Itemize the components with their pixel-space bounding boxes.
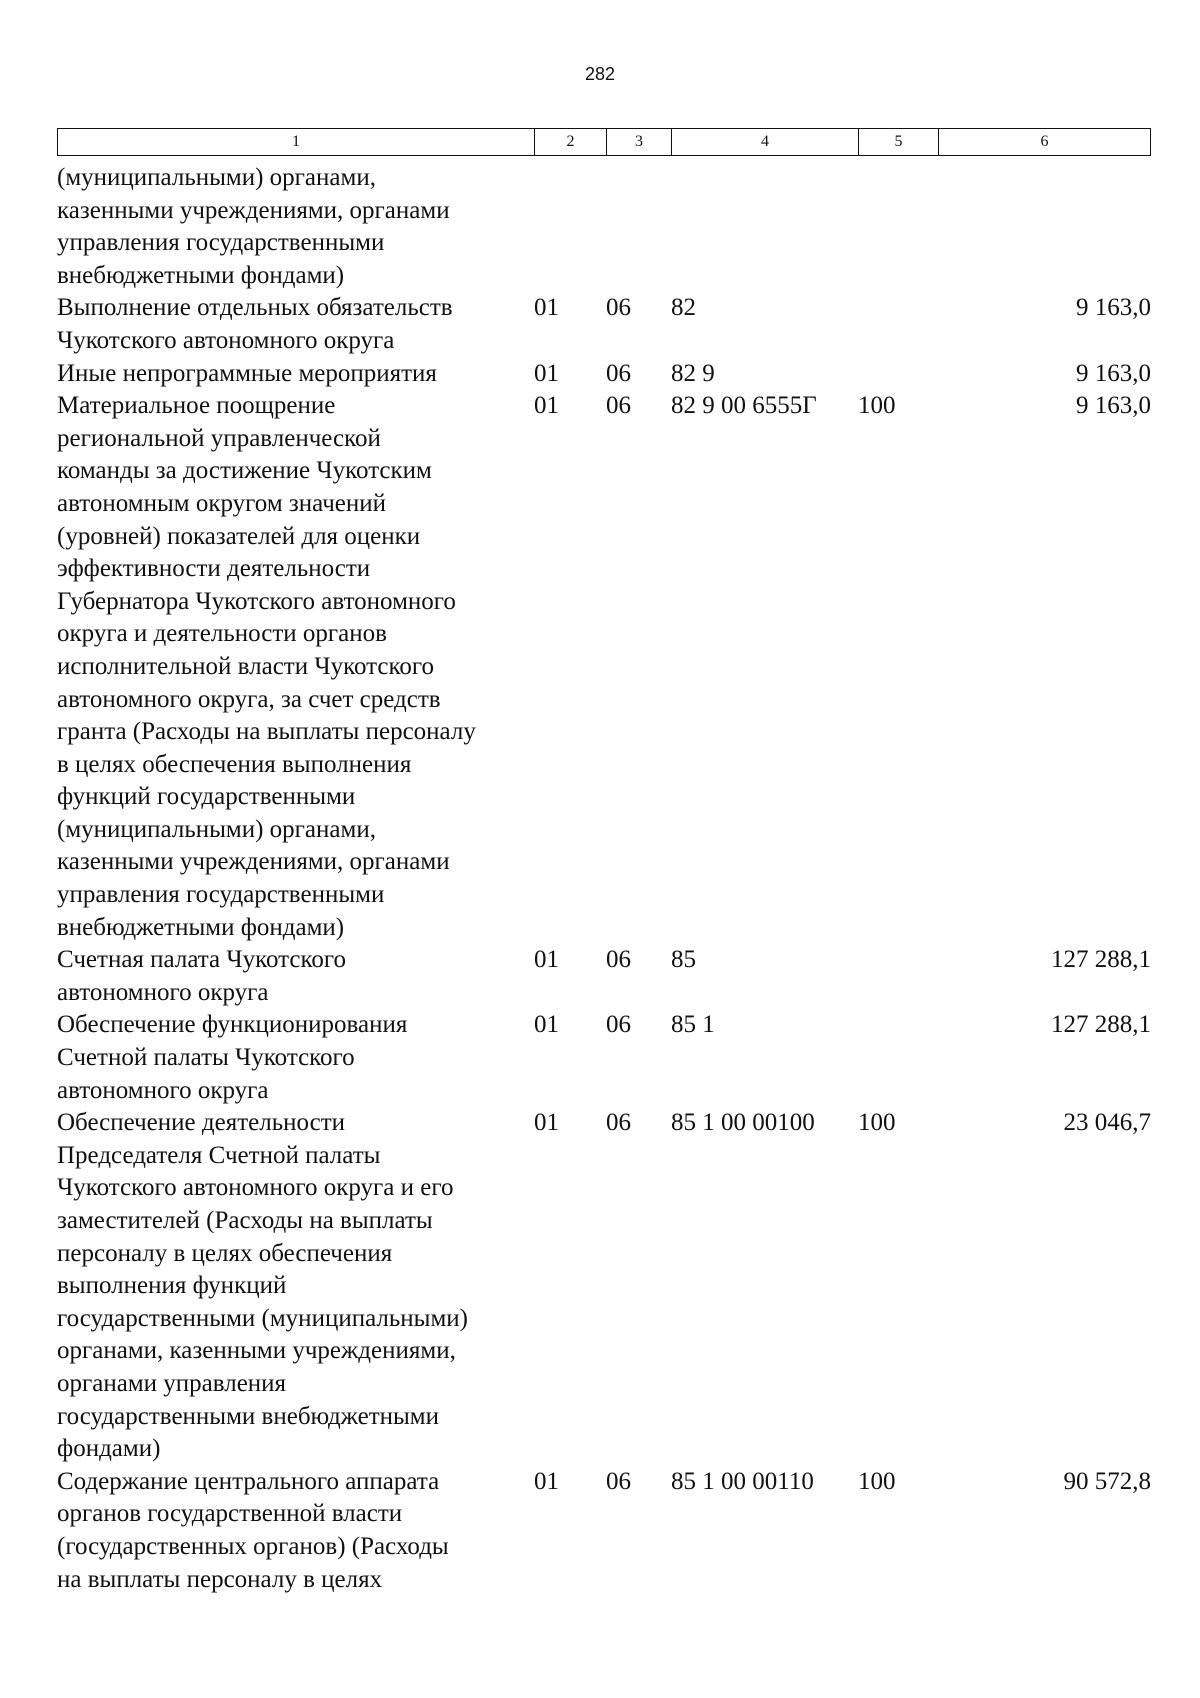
description-line: Чукотского автономного округа xyxy=(57,326,395,354)
row-description xyxy=(57,1009,537,1107)
header-col-3: 3 xyxy=(607,129,672,155)
row-description xyxy=(57,1466,537,1596)
target-article-code: 82 9 00 6555Г xyxy=(671,392,817,420)
table-row xyxy=(57,1009,1151,1107)
table-row xyxy=(57,162,1151,292)
table-row xyxy=(57,944,1151,1009)
description-line: органами управления xyxy=(57,1369,287,1397)
description-line: Счетная палата Чукотского xyxy=(57,946,346,974)
amount: 9 163,0 xyxy=(1076,294,1151,322)
subsection-code: 06 xyxy=(606,359,631,387)
description-line: Обеспечение деятельности xyxy=(57,1109,346,1137)
amount: 127 288,1 xyxy=(1051,1011,1151,1039)
section-code: 01 xyxy=(534,392,559,420)
header-col-4: 4 xyxy=(672,129,859,155)
description-line: управления государственными xyxy=(57,229,385,257)
row-description xyxy=(57,162,537,292)
header-col-5: 5 xyxy=(859,129,939,155)
description-line: эффективности деятельности xyxy=(57,555,371,583)
header-col-1: 1 xyxy=(58,129,535,155)
description-line: (уровней) показателей для оценки xyxy=(57,522,421,550)
description-line: Председателя Счетной палаты xyxy=(57,1141,381,1169)
description-line: функций государственными xyxy=(57,783,356,811)
header-col-2: 2 xyxy=(535,129,607,155)
description-line: управления государственными xyxy=(57,881,385,909)
description-line: внебюджетными фондами) xyxy=(57,913,345,941)
subsection-code: 06 xyxy=(606,1109,631,1137)
subsection-code: 06 xyxy=(606,946,631,974)
section-code: 01 xyxy=(534,359,559,387)
amount: 9 163,0 xyxy=(1076,359,1151,387)
target-article-code: 82 9 xyxy=(671,359,715,387)
table-row xyxy=(57,292,1151,357)
description-line: в целях обеспечения выполнения xyxy=(57,750,412,778)
description-line: Чукотского автономного округа и его xyxy=(57,1174,454,1202)
description-line: заместителей (Расходы на выплаты xyxy=(57,1207,433,1234)
description-line: автономным округом значений xyxy=(57,489,387,517)
description-line: (муниципальными) органами, xyxy=(57,815,376,843)
description-line: казенными учреждениями, органами xyxy=(57,196,450,224)
amount: 23 046,7 xyxy=(1063,1109,1151,1137)
table-row xyxy=(57,358,1151,391)
target-article-code: 85 1 xyxy=(671,1011,715,1039)
amount: 127 288,1 xyxy=(1051,946,1151,974)
description-line: гранта (Расходы на выплаты персоналу xyxy=(57,718,476,746)
table-row xyxy=(57,390,1151,944)
target-article-code: 82 xyxy=(671,294,696,322)
amount: 90 572,8 xyxy=(1063,1467,1151,1495)
description-line: органами, казенными учреждениями, xyxy=(57,1337,456,1365)
table-row xyxy=(57,1466,1151,1596)
row-description xyxy=(57,292,537,357)
header-col-6: 6 xyxy=(1040,133,1049,150)
table-body xyxy=(57,162,1151,1596)
description-line: (муниципальными) органами, xyxy=(57,164,376,191)
description-line: персоналу в целях обеспечения xyxy=(57,1239,393,1267)
section-code: 01 xyxy=(534,1467,559,1495)
row-description xyxy=(57,358,537,391)
amount: 9 163,0 xyxy=(1076,392,1151,420)
description-line: Губернатора Чукотского автономного xyxy=(57,587,456,615)
description-line: казенными учреждениями, органами xyxy=(57,848,450,876)
description-line: фондами) xyxy=(57,1435,161,1463)
description-line: Счетной палаты Чукотского xyxy=(57,1044,355,1072)
table-header xyxy=(57,128,1151,156)
description-line: округа и деятельности органов xyxy=(57,620,387,648)
table-row xyxy=(57,1107,1151,1466)
description-line: автономного округа xyxy=(57,1076,269,1104)
subsection-code: 06 xyxy=(606,392,631,420)
subsection-code: 06 xyxy=(606,1467,631,1495)
expense-type-code: 100 xyxy=(858,1109,896,1137)
section-code: 01 xyxy=(534,1109,559,1137)
description-line: выполнения функций xyxy=(57,1272,287,1300)
description-line: Материальное поощрение xyxy=(57,392,336,420)
section-code: 01 xyxy=(534,294,559,322)
description-line: внебюджетными фондами) xyxy=(57,261,345,289)
description-line: государственными (муниципальными) xyxy=(57,1304,468,1332)
target-article-code: 85 xyxy=(671,946,696,974)
row-description xyxy=(57,944,537,1009)
section-code: 01 xyxy=(534,1011,559,1039)
description-line: Иные непрограммные мероприятия xyxy=(57,359,437,387)
description-line: региональной управленческой xyxy=(57,424,381,452)
expense-type-code: 100 xyxy=(858,392,896,420)
expense-type-code: 100 xyxy=(858,1467,896,1495)
description-line: Содержание центрального аппарата xyxy=(57,1467,440,1495)
target-article-code: 85 1 00 00100 xyxy=(671,1109,815,1137)
description-line: Выполнение отдельных обязательств xyxy=(57,294,453,322)
target-article-code: 85 1 00 00110 xyxy=(671,1467,814,1495)
description-line: государственными внебюджетными xyxy=(57,1402,440,1430)
page-number: 282 xyxy=(584,64,616,84)
section-code: 01 xyxy=(534,946,559,974)
description-line: Обеспечение функционирования xyxy=(57,1011,408,1039)
subsection-code: 06 xyxy=(606,1011,631,1039)
description-line: органов государственной власти xyxy=(57,1500,403,1528)
subsection-code: 06 xyxy=(606,294,631,322)
description-line: на выплаты персоналу в целях xyxy=(57,1565,383,1593)
row-description xyxy=(57,390,537,944)
description-line: команды за достижение Чукотским xyxy=(57,457,432,485)
description-line: (государственных органов) (Расходы xyxy=(57,1532,449,1560)
description-line: исполнительной власти Чукотского xyxy=(57,652,434,680)
description-line: автономного округа xyxy=(57,978,269,1006)
description-line: автономного округа, за счет средств xyxy=(57,685,441,713)
row-description xyxy=(57,1107,537,1466)
